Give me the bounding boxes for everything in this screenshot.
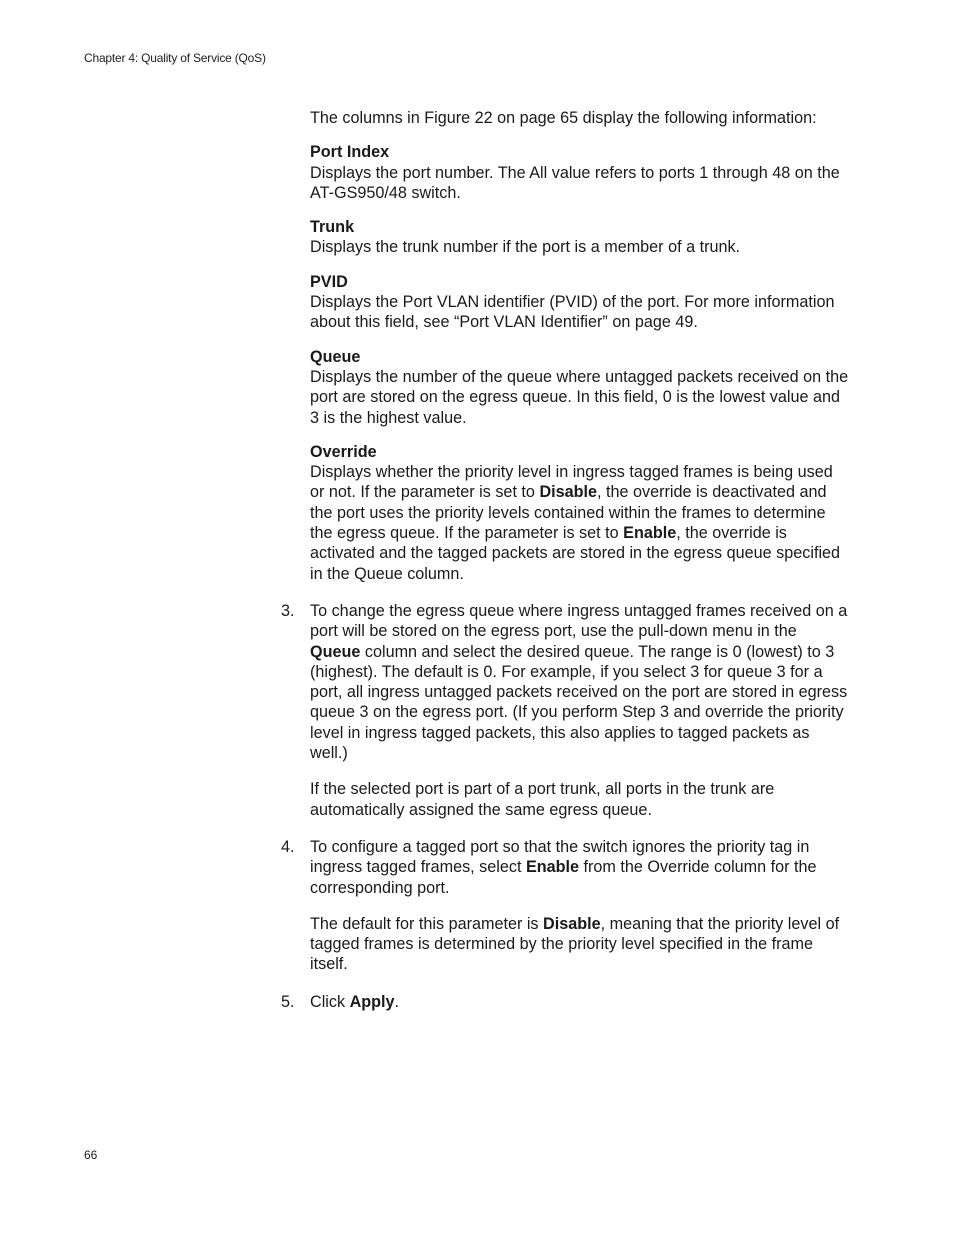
definition-term: PVID <box>310 272 348 291</box>
bold-enable: Enable <box>623 524 677 543</box>
definition-term: Override <box>310 442 377 461</box>
step-text: Click Apply. <box>310 992 400 1011</box>
step-text: To configure a tagged port so that the switch ignores the priority tag in ingress tagged frames, select Enable from the Override column for the corresponding port. <box>310 837 817 897</box>
definition-term: Port Index <box>310 143 390 162</box>
step-continuation: The default for this parameter is Disable, meaning that the priority level of tagged frames is determined by the priority level specified in the frame itself. <box>310 914 840 974</box>
page-body <box>281 108 850 1029</box>
definition-trunk <box>310 217 850 258</box>
bold-disable: Disable <box>543 914 601 933</box>
step-continuation: If the selected port is part of a port trunk, all ports in the trunk are automatically assigned the same egress queue. <box>310 780 775 819</box>
bold-enable: Enable <box>525 858 580 877</box>
step-3 <box>281 601 850 820</box>
step-list <box>281 601 850 1012</box>
definition-term: Trunk <box>310 218 355 237</box>
page-number: 66 <box>84 1148 98 1162</box>
intro-paragraph: The columns in Figure 22 on page 65 display the following information: <box>310 109 817 127</box>
definition-description: Displays the trunk number if the port is a member of a trunk. <box>310 238 741 257</box>
definition-queue <box>310 347 850 428</box>
definition-description: Displays the Port VLAN identifier (PVID) of the port. For more information about this field, see “Port VLAN Identifier” on page 49. <box>310 293 835 332</box>
definition-port-index <box>310 142 850 203</box>
step-4 <box>281 837 850 975</box>
step-number: 3. <box>281 601 295 620</box>
step-number: 4. <box>281 837 295 856</box>
definition-pvid <box>310 272 850 333</box>
bold-disable: Disable <box>539 483 598 502</box>
step-5 <box>281 992 850 1012</box>
definition-list <box>310 142 850 584</box>
definition-description: Displays whether the priority level in ingress tagged frames is being used or not. If the parameter is set to Disable, the override is deactivated and the port uses the priority levels contained within the frames to determine the egress queue. If the parameter is set to Enable, the override is activated and the tagged packets are stored in the egress queue specified in the Queue column. <box>310 463 841 583</box>
definition-description: Displays the number of the queue where untagged packets received on the port are stored on the egress queue. In this field, 0 is the lowest value and 3 is the highest value. <box>310 367 849 427</box>
running-header: Chapter 4: Quality of Service (QoS) <box>84 51 266 65</box>
step-number: 5. <box>281 992 295 1011</box>
definition-override <box>310 442 850 584</box>
definition-term: Queue <box>310 347 361 366</box>
definition-description: Displays the port number. The All value refers to ports 1 through 48 on the AT-GS950/48 switch. <box>310 163 840 202</box>
step-text: To change the egress queue where ingress untagged frames received on a port will be stored on the egress port, use the pull-down menu in the Queue column and select the desired queue. The range is 0 (lowest) to 3 (highest). The default is 0. For example, if you select 3 for queue 3 for a port, all ingress untagged packets received on the port are stored in egress queue 3 on the egress port. (If you perform Step 3 and override the priority level in ingress tagged packets, this also applies to tagged packets as well.) <box>310 601 848 763</box>
bold-queue: Queue <box>310 642 361 661</box>
bold-apply: Apply <box>349 992 395 1011</box>
